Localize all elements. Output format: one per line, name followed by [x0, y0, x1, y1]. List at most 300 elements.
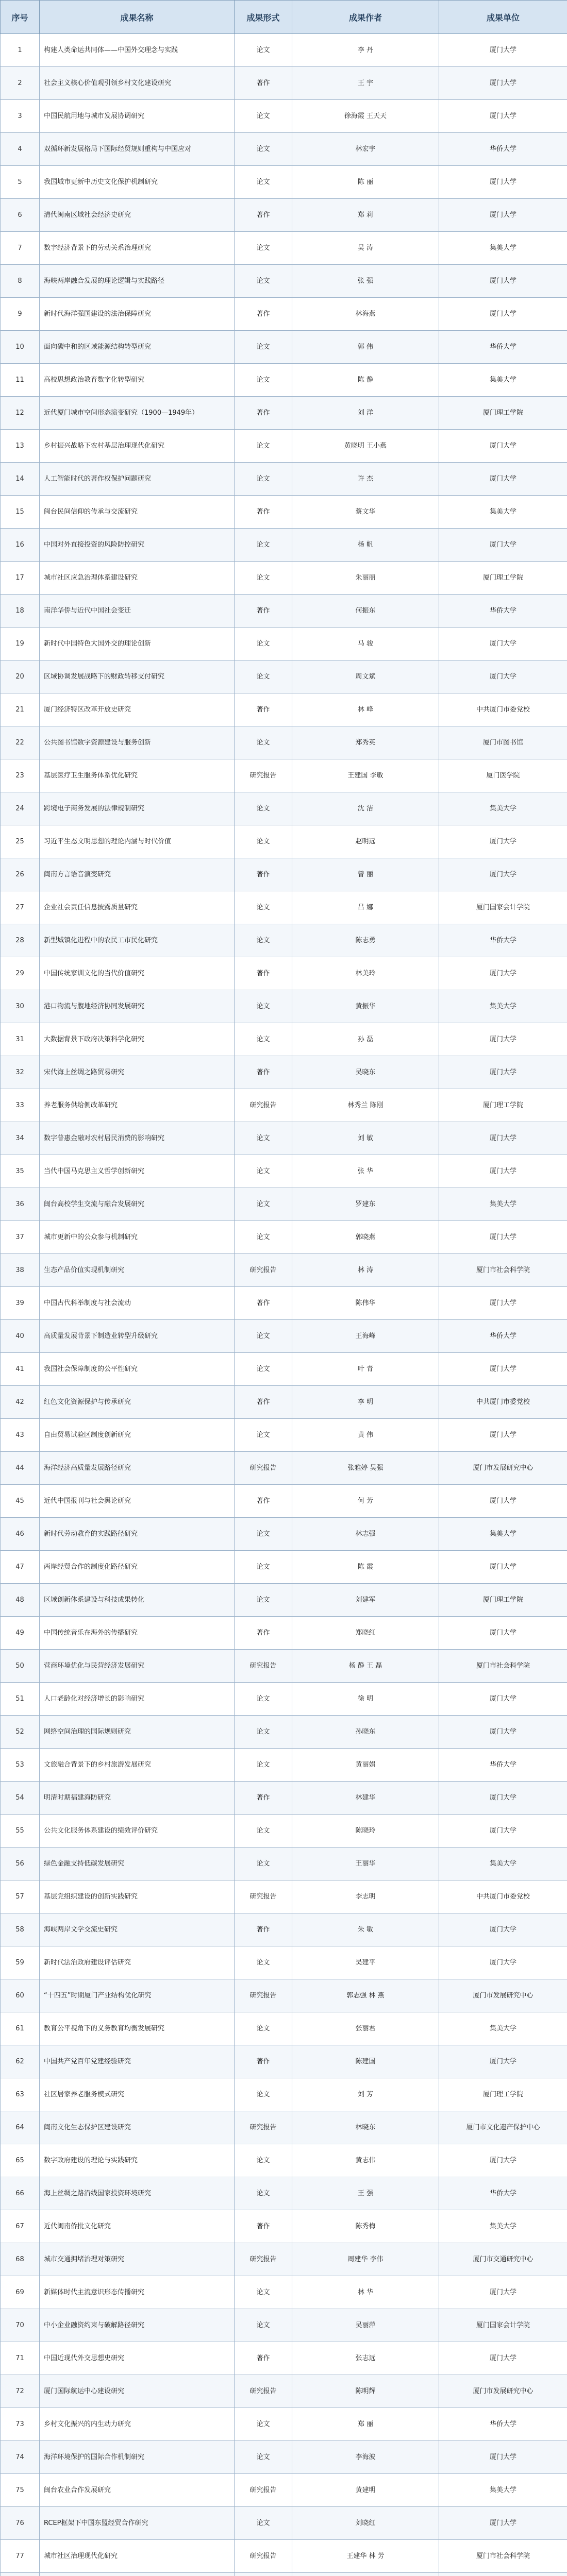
table-row — [1, 2210, 567, 2243]
cell-author: 林宏宇 — [292, 133, 439, 166]
cell-title: 海洋环境保护的国际合作机制研究 — [40, 2441, 235, 2474]
cell-title: 海峡两岸融合发展的理论逻辑与实践路径 — [40, 265, 235, 298]
cell-form — [235, 2573, 292, 2576]
cell-unit: 华侨大学 — [439, 2177, 567, 2210]
cell-title: 区域协调发展战略下的财政转移支付研究 — [40, 660, 235, 693]
cell-unit: 厦门大学 — [439, 1353, 567, 1386]
cell-author: 郭 伟 — [292, 331, 439, 364]
table-row — [1, 792, 567, 825]
cell-form: 研究报告 — [235, 2111, 292, 2144]
cell-no: 35 — [1, 1155, 40, 1188]
cell-form: 论文 — [235, 1353, 292, 1386]
cell-author: 林晓东 — [292, 2111, 439, 2144]
cell-title: 当代中国马克思主义哲学创新研究 — [40, 1155, 235, 1188]
cell-unit: 厦门市图书馆 — [439, 726, 567, 759]
table-row — [1, 1386, 567, 1419]
table-row — [1, 2474, 567, 2507]
cell-form: 论文 — [235, 529, 292, 562]
cell-unit: 厦门大学 — [439, 529, 567, 562]
cell-no: 43 — [1, 1419, 40, 1452]
table-header — [1, 1, 567, 34]
cell-title: 城市社区应急治理体系建设研究 — [40, 562, 235, 595]
cell-title: 数字经济背景下的劳动关系治理研究 — [40, 232, 235, 265]
cell-author: 张 华 — [292, 1155, 439, 1188]
cell-no: 53 — [1, 1749, 40, 1782]
table-row — [1, 1551, 567, 1584]
cell-form: 论文 — [235, 2507, 292, 2540]
cell-form: 论文 — [235, 2408, 292, 2441]
cell-unit: 厦门大学 — [439, 660, 567, 693]
cell-no: 69 — [1, 2276, 40, 2309]
cell-unit: 集美大学 — [439, 496, 567, 529]
cell-title: 企业社会责任信息披露质量研究 — [40, 891, 235, 924]
cell-unit: 厦门大学 — [439, 1815, 567, 1848]
table-row — [1, 2177, 567, 2210]
cell-unit: 中共厦门市委党校 — [439, 1386, 567, 1419]
table-row — [1, 364, 567, 397]
cell-unit: 集美大学 — [439, 364, 567, 397]
cell-form: 论文 — [235, 1815, 292, 1848]
cell-unit: 厦门大学 — [439, 100, 567, 133]
cell-form: 论文 — [235, 2309, 292, 2342]
cell-author: 陈秀梅 — [292, 2210, 439, 2243]
cell-no: 24 — [1, 792, 40, 825]
cell-unit: 厦门市社会科学院 — [439, 2540, 567, 2573]
cell-author: 林海燕 — [292, 298, 439, 331]
cell-unit: 厦门大学 — [439, 1221, 567, 1254]
cell-title: 中国共产党百年党建经验研究 — [40, 2045, 235, 2078]
table-row — [1, 660, 567, 693]
cell-no: 66 — [1, 2177, 40, 2210]
table-row — [1, 1749, 567, 1782]
cell-form: 论文 — [235, 232, 292, 265]
cell-no: 42 — [1, 1386, 40, 1419]
cell-title: 面向碳中和的区域能源结构转型研究 — [40, 331, 235, 364]
cell-form: 论文 — [235, 331, 292, 364]
cell-form: 论文 — [235, 1683, 292, 1716]
cell-author: 周建华 李伟 — [292, 2243, 439, 2276]
table-row — [1, 2441, 567, 2474]
cell-form: 著作 — [235, 1056, 292, 1089]
cell-form: 著作 — [235, 67, 292, 100]
cell-title: 中国近现代外交思想史研究 — [40, 2342, 235, 2375]
cell-form: 研究报告 — [235, 1254, 292, 1287]
cell-author: 吴丽萍 — [292, 2309, 439, 2342]
cell-title: 港口物流与腹地经济协同发展研究 — [40, 990, 235, 1023]
cell-title: 新时代劳动教育的实践路径研究 — [40, 1518, 235, 1551]
cell-unit: 集美大学 — [439, 2012, 567, 2045]
cell-unit: 中共厦门市委党校 — [439, 1880, 567, 1913]
cell-no: 33 — [1, 1089, 40, 1122]
cell-no: 10 — [1, 331, 40, 364]
table-row — [1, 1617, 567, 1650]
cell-title: 新媒体时代主流意识形态传播研究 — [40, 2276, 235, 2309]
cell-author: 徐 明 — [292, 1683, 439, 1716]
cell-no: 21 — [1, 693, 40, 726]
cell-no: 20 — [1, 660, 40, 693]
cell-unit: 厦门大学 — [439, 1946, 567, 1979]
cell-no: 7 — [1, 232, 40, 265]
cell-author: 周文斌 — [292, 660, 439, 693]
cell-title: 高质量发展背景下制造业转型升级研究 — [40, 1320, 235, 1353]
cell-title: 海峡两岸文学交流史研究 — [40, 1913, 235, 1946]
cell-title: 区域创新体系建设与科技成果转化 — [40, 1584, 235, 1617]
table-row — [1, 2045, 567, 2078]
cell-form: 研究报告 — [235, 759, 292, 792]
table-row — [1, 331, 567, 364]
table-row — [1, 2342, 567, 2375]
table-row — [1, 1419, 567, 1452]
table-row — [1, 2375, 567, 2408]
cell-author: 陈晓玲 — [292, 1815, 439, 1848]
table-row — [1, 166, 567, 199]
cell-title: 中国对外直接投资的风险防控研究 — [40, 529, 235, 562]
cell-unit: 厦门国家会计学院 — [439, 2309, 567, 2342]
cell-title: 明清时期福建海防研究 — [40, 1782, 235, 1815]
cell-author: 林志强 — [292, 1518, 439, 1551]
cell-unit: 厦门理工学院 — [439, 1584, 567, 1617]
cell-form: 著作 — [235, 957, 292, 990]
cell-author: 罗建东 — [292, 1188, 439, 1221]
cell-form: 论文 — [235, 2441, 292, 2474]
table-row — [1, 1155, 567, 1188]
cell-no: 37 — [1, 1221, 40, 1254]
cell-no: 32 — [1, 1056, 40, 1089]
cell-form: 论文 — [235, 562, 292, 595]
table-row — [1, 990, 567, 1023]
cell-author: 陈 静 — [292, 364, 439, 397]
cell-title: 中国古代科举制度与社会流动 — [40, 1287, 235, 1320]
cell-form: 论文 — [235, 100, 292, 133]
cell-form: 论文 — [235, 1122, 292, 1155]
cell-form: 论文 — [235, 1419, 292, 1452]
cell-author: 林 华 — [292, 2276, 439, 2309]
cell-title: 绿色金融支持低碳发展研究 — [40, 1848, 235, 1880]
cell-author: 孙晓东 — [292, 1716, 439, 1749]
table-row — [1, 858, 567, 891]
cell-title: 数字政府建设的理论与实践研究 — [40, 2144, 235, 2177]
cell-form: 论文 — [235, 924, 292, 957]
cell-unit: 厦门市社会科学院 — [439, 1650, 567, 1683]
cell-title: 中国传统家训文化的当代价值研究 — [40, 957, 235, 990]
cell-unit: 厦门市发展研究中心 — [439, 1452, 567, 1485]
cell-author: 张雅婷 吴强 — [292, 1452, 439, 1485]
cell-unit: 厦门大学 — [439, 1551, 567, 1584]
cell-unit: 华侨大学 — [439, 924, 567, 957]
cell-title: 中国民航用地与城市发展协调研究 — [40, 100, 235, 133]
table-row — [1, 496, 567, 529]
cell-unit: 华侨大学 — [439, 595, 567, 628]
cell-title: 生态产品价值实现机制研究 — [40, 1254, 235, 1287]
cell-no: 12 — [1, 397, 40, 430]
cell-no: 72 — [1, 2375, 40, 2408]
cell-form: 论文 — [235, 166, 292, 199]
cell-unit: 厦门大学 — [439, 1617, 567, 1650]
cell-no: 22 — [1, 726, 40, 759]
cell-form: 论文 — [235, 1946, 292, 1979]
cell-unit: 厦门大学 — [439, 463, 567, 496]
cell-unit: 集美大学 — [439, 2210, 567, 2243]
cell-title: 新时代中国特色大国外交的理论创新 — [40, 628, 235, 660]
cell-form: 论文 — [235, 1188, 292, 1221]
cell-no: 63 — [1, 2078, 40, 2111]
cell-unit: 厦门大学 — [439, 2045, 567, 2078]
table-row — [1, 1287, 567, 1320]
cell-no: 28 — [1, 924, 40, 957]
cell-author: 马 骏 — [292, 628, 439, 660]
cell-title: 公共文化服务体系建设的绩效评价研究 — [40, 1815, 235, 1848]
cell-title: 城市交通拥堵治理对策研究 — [40, 2243, 235, 2276]
cell-author: 张 强 — [292, 265, 439, 298]
cell-title: 教育公平视角下的义务教育均衡发展研究 — [40, 2012, 235, 2045]
cell-title: 人工智能时代的著作权保护问题研究 — [40, 463, 235, 496]
cell-title: 清代闽南区域社会经济史研究 — [40, 199, 235, 232]
cell-unit: 集美大学 — [439, 1518, 567, 1551]
cell-unit: 集美大学 — [439, 792, 567, 825]
cell-form: 论文 — [235, 825, 292, 858]
header-author: 成果作者 — [292, 1, 439, 34]
cell-title: 闽台高校学生交流与融合发展研究 — [40, 1188, 235, 1221]
cell-unit: 厦门大学 — [439, 1683, 567, 1716]
cell-no: 11 — [1, 364, 40, 397]
header-no: 序号 — [1, 1, 40, 34]
cell-form: 著作 — [235, 595, 292, 628]
cell-title: RCEP框架下中国东盟经贸合作研究 — [40, 2507, 235, 2540]
cell-no: 34 — [1, 1122, 40, 1155]
cell-unit: 集美大学 — [439, 232, 567, 265]
cell-author: 何 芳 — [292, 1485, 439, 1518]
table-row — [1, 1320, 567, 1353]
cell-form: 研究报告 — [235, 2243, 292, 2276]
cell-unit: 集美大学 — [439, 1848, 567, 1880]
cell-no: 61 — [1, 2012, 40, 2045]
cell-form: 论文 — [235, 891, 292, 924]
cell-unit: 中共厦门市委党校 — [439, 693, 567, 726]
cell-title: 城市社区治理现代化研究 — [40, 2540, 235, 2573]
cell-form: 论文 — [235, 726, 292, 759]
cell-form: 著作 — [235, 298, 292, 331]
table-row — [1, 1683, 567, 1716]
table-row — [1, 2144, 567, 2177]
table-row — [1, 1188, 567, 1221]
cell-unit: 华侨大学 — [439, 331, 567, 364]
table-row — [1, 2243, 567, 2276]
table-row — [1, 1485, 567, 1518]
table-row — [1, 529, 567, 562]
cell-unit: 华侨大学 — [439, 1320, 567, 1353]
cell-form: 论文 — [235, 2177, 292, 2210]
cell-unit: 厦门大学 — [439, 166, 567, 199]
cell-author: 刘 敏 — [292, 1122, 439, 1155]
cell-title: 近代中国报刊与社会舆论研究 — [40, 1485, 235, 1518]
cell-unit: 厦门大学 — [439, 430, 567, 463]
cell-form: 论文 — [235, 628, 292, 660]
cell-title: 宋代海上丝绸之路贸易研究 — [40, 1056, 235, 1089]
cell-author: 陈明辉 — [292, 2375, 439, 2408]
cell-title: 公共图书馆数字资源建设与服务创新 — [40, 726, 235, 759]
cell-no: 13 — [1, 430, 40, 463]
cell-form: 论文 — [235, 2276, 292, 2309]
cell-unit: 厦门大学 — [439, 1913, 567, 1946]
cell-no: 58 — [1, 1913, 40, 1946]
cell-no: 27 — [1, 891, 40, 924]
cell-no: 14 — [1, 463, 40, 496]
cell-author: 郭晓燕 — [292, 1221, 439, 1254]
cell-author: 叶 青 — [292, 1353, 439, 1386]
cell-title — [40, 2573, 235, 2576]
cell-form: 论文 — [235, 1848, 292, 1880]
cell-title: 南洋华侨与近代中国社会变迁 — [40, 595, 235, 628]
cell-author: 郭志强 林 燕 — [292, 1979, 439, 2012]
table-row — [1, 1584, 567, 1617]
cell-no: 71 — [1, 2342, 40, 2375]
table-row — [1, 232, 567, 265]
cell-title: 厦门国际航运中心建设研究 — [40, 2375, 235, 2408]
cell-unit: 厦门大学 — [439, 1716, 567, 1749]
table-row — [1, 199, 567, 232]
cell-form: 研究报告 — [235, 2375, 292, 2408]
cell-author: 朱丽丽 — [292, 562, 439, 595]
cell-form: 论文 — [235, 265, 292, 298]
cell-author: 刘晓红 — [292, 2507, 439, 2540]
cell-form: 论文 — [235, 463, 292, 496]
cell-author: 林建华 — [292, 1782, 439, 1815]
cell-author: 杨 帆 — [292, 529, 439, 562]
table-row — [1, 463, 567, 496]
cell-no: 17 — [1, 562, 40, 595]
cell-unit: 厦门大学 — [439, 199, 567, 232]
cell-no: 25 — [1, 825, 40, 858]
table-row — [1, 2507, 567, 2540]
table-row — [1, 726, 567, 759]
cell-title: 双循环新发展格局下国际经贸规则重构与中国应对 — [40, 133, 235, 166]
cell-form: 论文 — [235, 1749, 292, 1782]
cell-author: 黄志伟 — [292, 2144, 439, 2177]
table-row — [1, 595, 567, 628]
cell-no: 29 — [1, 957, 40, 990]
cell-no: 15 — [1, 496, 40, 529]
cell-author: 李志明 — [292, 1880, 439, 1913]
cell-no: 36 — [1, 1188, 40, 1221]
cell-unit: 华侨大学 — [439, 133, 567, 166]
cell-no: 31 — [1, 1023, 40, 1056]
cell-unit: 厦门大学 — [439, 628, 567, 660]
cell-form: 论文 — [235, 430, 292, 463]
table-row — [1, 2276, 567, 2309]
cell-form: 研究报告 — [235, 2540, 292, 2573]
cell-unit: 厦门市交通研究中心 — [439, 2243, 567, 2276]
cell-author: 何振东 — [292, 595, 439, 628]
cell-form: 研究报告 — [235, 1650, 292, 1683]
table-row — [1, 628, 567, 660]
table-row — [1, 1023, 567, 1056]
cell-title: 新型城镇化进程中的农民工市民化研究 — [40, 924, 235, 957]
cell-no: 16 — [1, 529, 40, 562]
cell-form: 论文 — [235, 1716, 292, 1749]
table-row — [1, 1815, 567, 1848]
cell-unit: 厦门大学 — [439, 34, 567, 67]
table-row — [1, 2111, 567, 2144]
table-row — [1, 924, 567, 957]
cell-author: 林 峰 — [292, 693, 439, 726]
table-row — [1, 298, 567, 331]
header-form: 成果形式 — [235, 1, 292, 34]
cell-author: 黄丽娟 — [292, 1749, 439, 1782]
table-row — [1, 2540, 567, 2573]
cell-form: 论文 — [235, 1023, 292, 1056]
cell-title: 我国城市更新中历史文化保护机制研究 — [40, 166, 235, 199]
table-row — [1, 759, 567, 792]
table-row — [1, 2012, 567, 2045]
cell-author: 黄振华 — [292, 990, 439, 1023]
cell-no: 45 — [1, 1485, 40, 1518]
cell-title: 新时代海洋强国建设的法治保障研究 — [40, 298, 235, 331]
cell-title: 闽南文化生态保护区建设研究 — [40, 2111, 235, 2144]
cell-author: 刘 芳 — [292, 2078, 439, 2111]
cell-author: 林 涛 — [292, 1254, 439, 1287]
cell-author: 徐海霞 王天天 — [292, 100, 439, 133]
cell-title: 自由贸易试验区制度创新研究 — [40, 1419, 235, 1452]
cell-no: 59 — [1, 1946, 40, 1979]
cell-unit: 厦门市发展研究中心 — [439, 2375, 567, 2408]
cell-form: 论文 — [235, 1320, 292, 1353]
cell-no: 60 — [1, 1979, 40, 2012]
cell-no: 38 — [1, 1254, 40, 1287]
cell-no: 18 — [1, 595, 40, 628]
cell-form: 研究报告 — [235, 1089, 292, 1122]
cell-form: 论文 — [235, 34, 292, 67]
cell-title: 新时代法治政府建设评估研究 — [40, 1946, 235, 1979]
cell-unit: 厦门大学 — [439, 1782, 567, 1815]
cell-author: 陈 丽 — [292, 166, 439, 199]
cell-unit: 华侨大学 — [439, 1749, 567, 1782]
cell-form: 论文 — [235, 1155, 292, 1188]
cell-unit: 华侨大学 — [439, 2408, 567, 2441]
cell-no: 23 — [1, 759, 40, 792]
cell-no: 5 — [1, 166, 40, 199]
cell-author: 陈 霞 — [292, 1551, 439, 1584]
cell-no: 8 — [1, 265, 40, 298]
cell-author: 沈 洁 — [292, 792, 439, 825]
cell-unit: 厦门大学 — [439, 1056, 567, 1089]
cell-no: 6 — [1, 199, 40, 232]
cell-form: 研究报告 — [235, 1880, 292, 1913]
cell-author: 杨 静 王 磊 — [292, 1650, 439, 1683]
cell-author: 王建国 李敏 — [292, 759, 439, 792]
table-row — [1, 1221, 567, 1254]
table-row — [1, 562, 567, 595]
cell-no: 75 — [1, 2474, 40, 2507]
cell-no: 1 — [1, 34, 40, 67]
cell-form: 论文 — [235, 990, 292, 1023]
cell-author: 陈志勇 — [292, 924, 439, 957]
cell-unit: 厦门大学 — [439, 957, 567, 990]
cell-title: 大数据背景下政府决策科学化研究 — [40, 1023, 235, 1056]
header-unit: 成果单位 — [439, 1, 567, 34]
cell-no: 68 — [1, 2243, 40, 2276]
table-row — [1, 1122, 567, 1155]
table-row — [1, 1979, 567, 2012]
cell-unit: 集美大学 — [439, 2474, 567, 2507]
cell-unit: 厦门大学 — [439, 2144, 567, 2177]
cell-unit: 厦门大学 — [439, 2441, 567, 2474]
table-row — [1, 1254, 567, 1287]
cell-title: 海洋经济高质量发展路径研究 — [40, 1452, 235, 1485]
cell-no: 19 — [1, 628, 40, 660]
cell-no: 26 — [1, 858, 40, 891]
cell-no: 41 — [1, 1353, 40, 1386]
cell-author: 林美玲 — [292, 957, 439, 990]
